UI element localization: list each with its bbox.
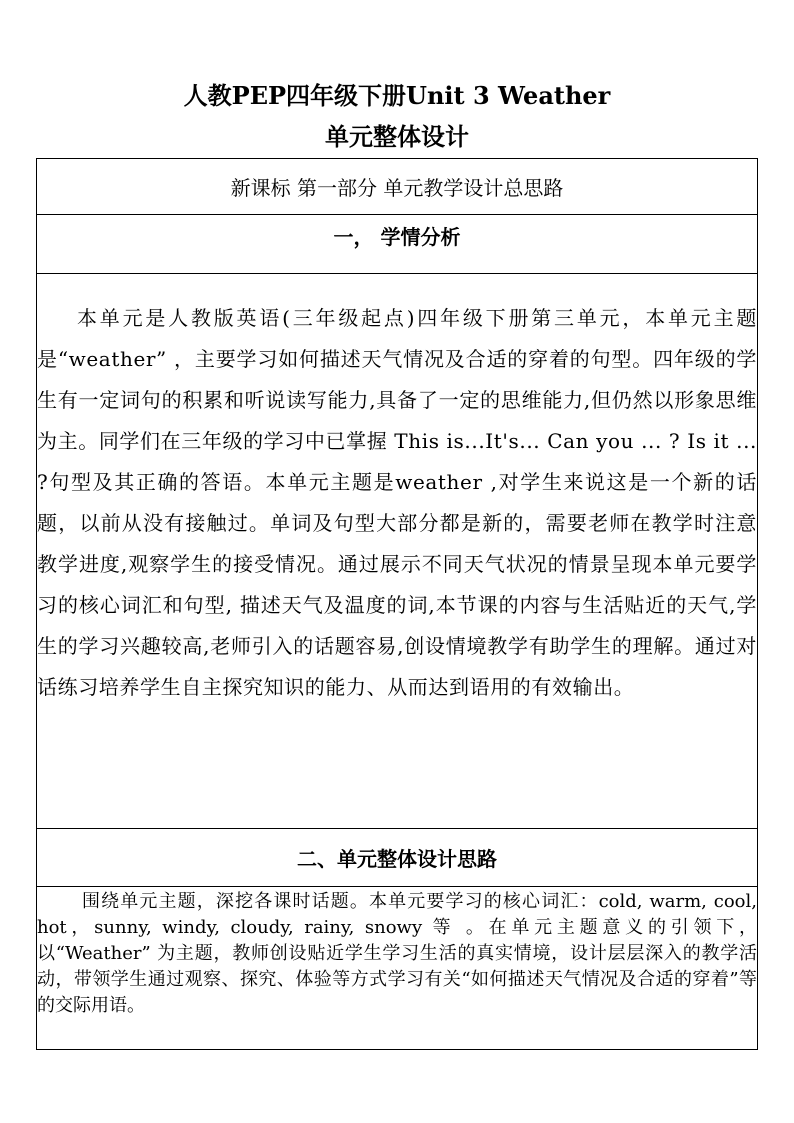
section-design-ideas-body [37, 887, 757, 1049]
document-subtitle: 单元整体设计 [325, 122, 469, 151]
table-header-text: 新课标 第一部分 单元教学设计总思路 [230, 176, 564, 200]
section1-title: 一， 学情分析 [333, 225, 461, 249]
design-table [36, 158, 758, 1050]
section1-paragraph: 本单元是人教版英语(三年级起点)四年级下册第三单元，本单元主题是“weather” ，主要学习如何描述天气情况及合适的穿着的句型。四年级的学生有一定词句的积累和听说读写能力,具备了一定的思维能力,但仍然以形象思维为主。同学们在三年级的学习中已掌握 This is...It's... Can you ... ? Is it ... ?句型及其正确的答语。本单元主题是weather ,对学生来说这是一个新的话题，以前从没有接触过。单词及句型大部分都是新的，需要老师在教学时注意教学进度,观察学生的接受情况。通过展示不同天气状况的情景呈现本单元要学习的核心词汇和句型, 描述天气及温度的词,本节课的内容与生活贴近的天气,学生的学习兴趣较高,老师引入的话题容易,创设情境教学有助学生的理解。通过对话练习培养学生自主探究知识的能力、从而达到语用的有效输出。 [37, 306, 757, 699]
table-header-row [37, 159, 757, 215]
section2-title: 二、单元整体设计思路 [297, 847, 497, 871]
section-design-ideas-heading [37, 829, 757, 887]
section-learner-analysis-heading [37, 215, 757, 274]
section2-paragraph: 围绕单元主题，深挖各课时话题。本单元要学习的核心词汇：cold, warm, cool, hot，sunny, windy, cloudy, rainy, snowy 等 。在单元主题意义的引领下，以“Weather” 为主题，教师创设贴近学生学习生活的真实情境，设计层层深入的教学活动，带领学生通过观察、探究、体验等方式学习有关“如何描述天气情况及合适的穿着”等的交际用语。 [37, 891, 757, 1016]
section-learner-analysis-body [37, 274, 757, 829]
document-title: 人教PEP四年级下册Unit 3 Weather [183, 81, 611, 110]
